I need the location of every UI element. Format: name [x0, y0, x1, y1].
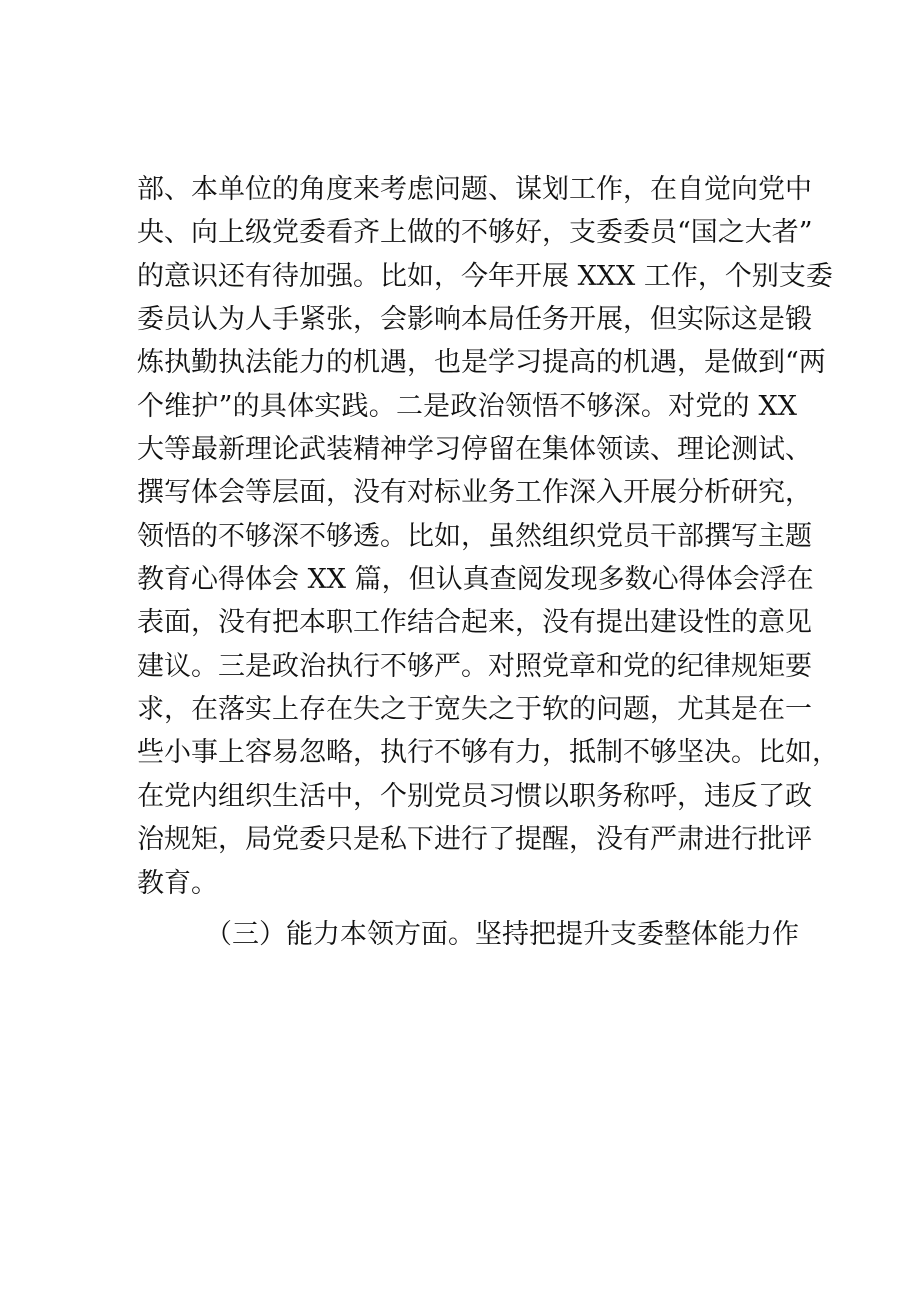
text-line: 求，在落实上存在失之于宽失之于软的问题，尤其是在一	[137, 694, 812, 726]
text-line: 个维护”的具体实践。二是政治领悟不够深。对党的 XX	[137, 390, 797, 422]
text-line: 部、本单位的角度来考虑问题、谋划工作，在自觉向党中	[137, 174, 812, 205]
text-line: 治规矩，局党委只是私下进行了提醒，没有严肃进行批评	[137, 824, 812, 856]
section-heading-line: （三）能力本领方面。坚持把提升支委整体能力作	[205, 918, 799, 950]
text-line: 表面，没有把本职工作结合起来，没有提出建设性的意见	[137, 607, 812, 639]
text-line: 委员认为人手紧张，会影响本局任务开展，但实际这是锻	[137, 304, 812, 336]
text-line: 教育。	[137, 867, 218, 899]
text-line: 大等最新理论武装精神学习停留在集体领读、理论测试、	[137, 434, 812, 466]
text-line: 些小事上容易忽略，执行不够有力，抵制不够坚决。比如，	[137, 737, 839, 769]
paragraph-gap	[137, 905, 797, 913]
text-line: 的意识还有待加强。比如，今年开展 XXX 工作，个别支委	[137, 260, 833, 292]
text-line: 在党内组织生活中，个别党员习惯以职务称呼，违反了政	[137, 780, 812, 812]
text-line: 炼执勤执法能力的机遇，也是学习提高的机遇，是做到“两	[137, 347, 826, 379]
text-line: 建议。三是政治执行不够严。对照党章和党的纪律规矩要	[137, 650, 812, 682]
text-line: 领悟的不够深不够透。比如，虽然组织党员干部撰写主题	[137, 520, 812, 552]
text-line: 央、向上级党委看齐上做的不够好，支委委员“国之大者”	[137, 217, 813, 249]
text-line: 教育心得体会 XX 篇，但认真查阅发现多数心得体会浮在	[137, 564, 814, 596]
body-text	[137, 168, 839, 956]
text-line: 撰写体会等层面，没有对标业务工作深入开展分析研究，	[137, 477, 812, 509]
